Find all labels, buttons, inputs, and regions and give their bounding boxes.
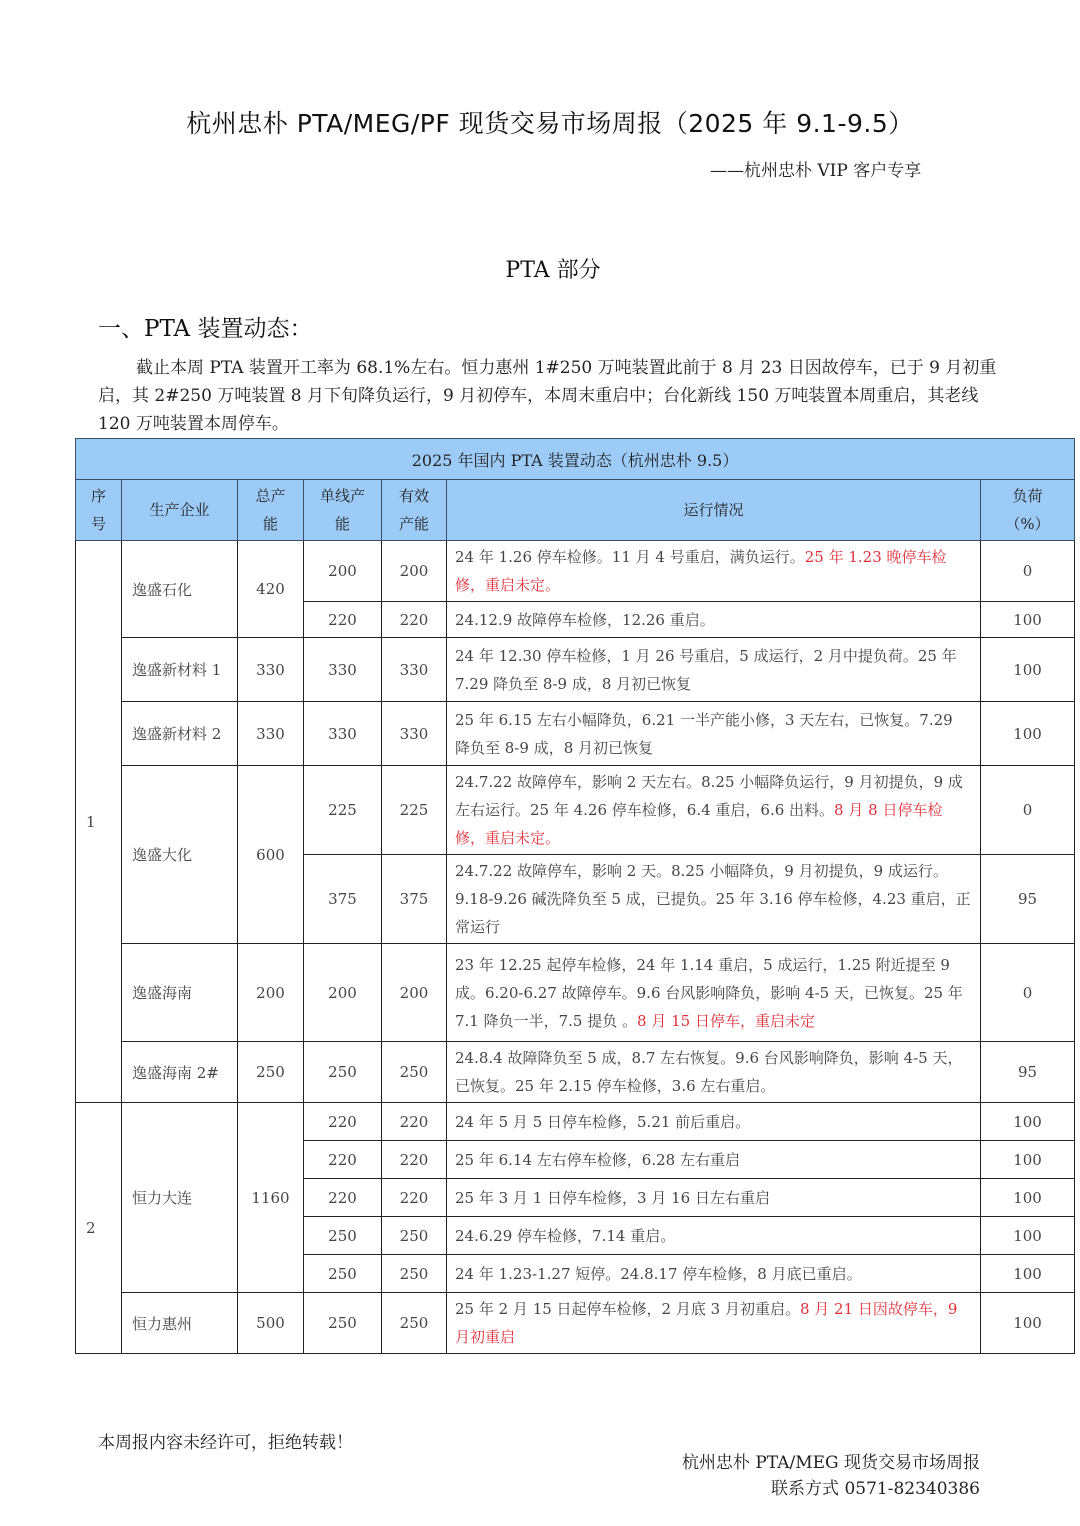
effective-capacity-cell: 330	[382, 638, 447, 702]
total-capacity-cell: 250	[238, 1042, 304, 1103]
load-cell: 100	[981, 1179, 1075, 1217]
summary-paragraph: 截止本周 PTA 装置开工率为 68.1%左右。恒力惠州 1#250 万吨装置此前于 8 月 23 日因故停车，已于 9 月初重启，其 2#250 万吨装置 8 月下旬降负运行，9 月初停车，本周末重启中；台化新线 150 万吨装置本周重启，其老线 120 万吨装置本周停车。	[98, 358, 997, 434]
seq-cell: 1	[76, 541, 122, 1103]
status-highlight: 25 年 1.23 晚停车检修，重启未定。	[455, 548, 947, 594]
table-row	[76, 541, 1075, 602]
load-cell: 95	[981, 855, 1075, 944]
line-capacity-cell: 250	[304, 1293, 382, 1354]
effective-capacity-cell: 375	[382, 855, 447, 944]
table-row	[76, 766, 1075, 855]
status-text: 25 年 6.15 左右小幅降负，6.21 一半产能小修，3 天左右，已恢复。7.29 降负至 8-9 成，8 月初已恢复	[455, 710, 953, 757]
line-capacity-cell: 220	[304, 602, 382, 638]
status-cell	[447, 855, 981, 944]
report-subtitle: ——杭州忠朴 VIP 客户专享	[710, 161, 922, 181]
col-header-status: 运行情况	[447, 480, 981, 541]
total-capacity-cell: 330	[238, 638, 304, 702]
total-capacity-cell: 500	[238, 1293, 304, 1354]
company-cell: 逸盛新材料 2	[122, 702, 238, 766]
status-cell	[447, 541, 981, 602]
col-header-total: 总产 能	[238, 480, 304, 541]
load-cell: 100	[981, 1103, 1075, 1141]
status-text: 23 年 12.25 起停车检修，24 年 1.14 重启，5 成运行，1.25 附近提至 9 成。6.20-6.27 故障停车。9.6 台风影响降负，影响 4-5 天，已恢复。25 年 7.1 降负一半，7.5 提负 。	[455, 955, 963, 1030]
status-text: 24.7.22 故障停车，影响 2 天。8.25 小幅降负，9 月初提负，9 成运行。9.18-9.26 碱洗降负至 5 成，已提负。25 年 3.16 停车检修，4.23 重启，正常运行	[455, 862, 971, 936]
load-cell: 100	[981, 1293, 1075, 1354]
line-capacity-cell: 330	[304, 638, 382, 702]
table-row	[76, 1103, 1075, 1141]
effective-capacity-cell: 200	[382, 541, 447, 602]
load-cell: 0	[981, 944, 1075, 1042]
status-text: 24 年 1.23-1.27 短停。24.8.17 停车检修，8 月底已重启。	[455, 1264, 862, 1283]
section-title: PTA 部分	[505, 258, 601, 283]
load-cell: 0	[981, 541, 1075, 602]
load-cell: 100	[981, 638, 1075, 702]
line-capacity-cell: 250	[304, 1042, 382, 1103]
total-capacity-cell: 420	[238, 541, 304, 638]
status-cell	[447, 944, 981, 1042]
col-header-line: 单线产 能	[304, 480, 382, 541]
table-caption: 2025 年国内 PTA 装置动态（杭州忠朴 9.5）	[76, 439, 1075, 480]
effective-capacity-cell: 250	[382, 1293, 447, 1354]
col-header-effective: 有效 产能	[382, 480, 447, 541]
col-header-load: 负荷 （%）	[981, 480, 1075, 541]
status-cell	[447, 1141, 981, 1179]
load-cell: 100	[981, 1255, 1075, 1293]
line-capacity-cell: 220	[304, 1179, 382, 1217]
status-cell	[447, 1179, 981, 1217]
effective-capacity-cell: 200	[382, 944, 447, 1042]
status-cell	[447, 766, 981, 855]
status-text: 24.6.29 停车检修，7.14 重启。	[455, 1226, 676, 1245]
company-cell: 恒力大连	[122, 1103, 238, 1293]
company-cell: 逸盛大化	[122, 766, 238, 944]
table-row	[76, 702, 1075, 766]
company-cell: 逸盛石化	[122, 541, 238, 638]
line-capacity-cell: 220	[304, 1141, 382, 1179]
total-capacity-cell: 1160	[238, 1103, 304, 1293]
effective-capacity-cell: 220	[382, 1141, 447, 1179]
effective-capacity-cell: 250	[382, 1217, 447, 1255]
load-cell: 100	[981, 1141, 1075, 1179]
status-text: 24.7.22 故障停车，影响 2 天左右。8.25 小幅降负运行，9 月初提负，9 成左右运行。25 年 4.26 停车检修，6.4 重启，6.6 出料。	[455, 773, 963, 819]
load-cell: 100	[981, 1217, 1075, 1255]
status-text: 25 年 6.14 左右停车检修，6.28 左右重启	[455, 1150, 740, 1169]
effective-capacity-cell: 220	[382, 602, 447, 638]
load-cell: 100	[981, 602, 1075, 638]
effective-capacity-cell: 220	[382, 1103, 447, 1141]
status-cell	[447, 1293, 981, 1354]
status-highlight: 8 月 8 日停车检修，重启未定。	[455, 801, 943, 847]
effective-capacity-cell: 220	[382, 1179, 447, 1217]
seq-cell: 2	[76, 1103, 122, 1354]
effective-capacity-cell: 250	[382, 1255, 447, 1293]
line-capacity-cell: 250	[304, 1217, 382, 1255]
load-cell: 0	[981, 766, 1075, 855]
col-header-company: 生产企业	[122, 480, 238, 541]
effective-capacity-cell: 330	[382, 702, 447, 766]
publication-name: 杭州忠朴 PTA/MEG 现货交易市场周报	[681, 1453, 980, 1473]
status-text: 24 年 12.30 停车检修，1 月 26 号重启，5 成运行，2 月中提负荷。25 年 7.29 降负至 8-9 成，8 月初已恢复	[455, 646, 957, 693]
load-cell: 100	[981, 702, 1075, 766]
col-header-seq: 序 号	[76, 480, 122, 541]
company-cell: 逸盛海南 2#	[122, 1042, 238, 1103]
pta-plant-table	[75, 438, 1075, 1354]
status-text: 25 年 2 月 15 日起停车检修，2 月底 3 月初重启。	[455, 1300, 800, 1318]
status-highlight: 8 月 15 日停车，重启未定	[637, 1011, 815, 1030]
status-cell	[447, 702, 981, 766]
line-capacity-cell: 200	[304, 541, 382, 602]
copyright-notice: 本周报内容未经许可，拒绝转载！	[98, 1433, 353, 1453]
load-cell: 95	[981, 1042, 1075, 1103]
total-capacity-cell: 330	[238, 702, 304, 766]
status-cell	[447, 1042, 981, 1103]
status-cell	[447, 602, 981, 638]
status-cell	[447, 1103, 981, 1141]
footer-contact	[682, 1450, 980, 1502]
report-title: 杭州忠朴 PTA/MEG/PF 现货交易市场周报（2025 年 9.1-9.5）	[186, 109, 914, 138]
status-cell	[447, 638, 981, 702]
status-text: 25 年 3 月 1 日停车检修，3 月 16 日左右重启	[455, 1188, 770, 1207]
status-text: 24.8.4 故障降负至 5 成，8.7 左右恢复。9.6 台风影响降负，影响 4-5 天，已恢复。25 年 2.15 停车检修，3.6 左右重启。	[455, 1049, 963, 1095]
line-capacity-cell: 250	[304, 1255, 382, 1293]
effective-capacity-cell: 225	[382, 766, 447, 855]
company-cell: 逸盛海南	[122, 944, 238, 1042]
line-capacity-cell: 200	[304, 944, 382, 1042]
line-capacity-cell: 330	[304, 702, 382, 766]
company-cell: 恒力惠州	[122, 1293, 238, 1354]
contact-phone: 联系方式 0571-82340386	[771, 1479, 980, 1499]
table-row	[76, 1293, 1075, 1354]
status-text: 24.12.9 故障停车检修，12.26 重启。	[455, 610, 715, 629]
table-row	[76, 944, 1075, 1042]
table-row	[76, 638, 1075, 702]
status-text: 24 年 1.26 停车检修。11 月 4 号重启，满负运行。	[455, 548, 805, 566]
status-highlight: 8 月 21 日因故停车，9 月初重启	[455, 1300, 958, 1346]
table-row	[76, 1042, 1075, 1103]
status-cell	[447, 1217, 981, 1255]
effective-capacity-cell: 250	[382, 1042, 447, 1103]
line-capacity-cell: 225	[304, 766, 382, 855]
line-capacity-cell: 375	[304, 855, 382, 944]
total-capacity-cell: 600	[238, 766, 304, 944]
total-capacity-cell: 200	[238, 944, 304, 1042]
line-capacity-cell: 220	[304, 1103, 382, 1141]
company-cell: 逸盛新材料 1	[122, 638, 238, 702]
status-cell	[447, 1255, 981, 1293]
section-heading: 一、PTA 装置动态：	[98, 316, 313, 342]
status-text: 24 年 5 月 5 日停车检修，5.21 前后重启。	[455, 1112, 751, 1131]
